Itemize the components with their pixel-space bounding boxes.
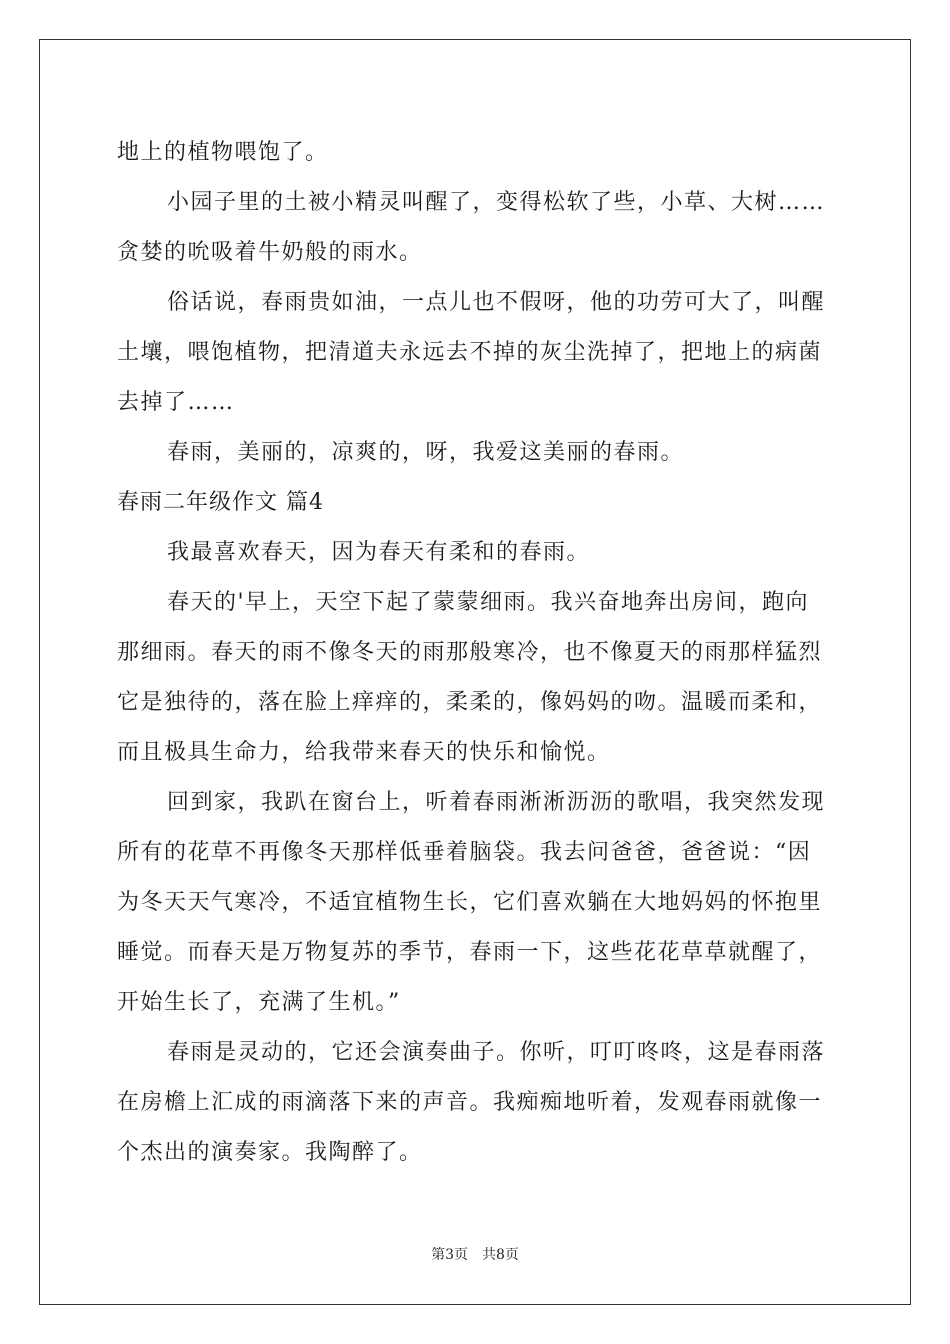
text-line: 春天的'早上，天空下起了蒙蒙细雨。我兴奋地奔出房间，跑向 [167,590,810,615]
text-line: 开始生长了，充满了生机。” [117,990,401,1015]
text-line: 贪婪的吮吸着牛奶般的雨水。 [117,240,423,265]
text-line: 它是独待的，落在脸上痒痒的，柔柔的，像妈妈的吻。温暖而柔和， [117,690,823,715]
text-line: 去掉了…… [117,390,235,415]
text-line: 我最喜欢春天，因为春天有柔和的春雨。 [167,540,591,565]
text-line: 在房檐上汇成的雨滴落下来的声音。我痴痴地听着，发观春雨就像一 [117,1090,823,1115]
text-line: 小园子里的土被小精灵叫醒了，变得松软了些，小草、大树…… [167,190,826,215]
text-line: 那细雨。春天的雨不像冬天的雨那般寒冷，也不像夏天的雨那样猛烈 [117,640,823,665]
text-line: 地上的植物喂饱了。 [117,140,329,165]
text-line: 个杰出的演奏家。我陶醉了。 [117,1140,423,1165]
text-line: 睡觉。而春天是万物复苏的季节，春雨一下，这些花花草草就醒了， [117,940,823,965]
text-line: 为冬天天气寒冷，不适宜植物生长，它们喜欢躺在大地妈妈的怀抱里 [117,890,823,915]
text-line: 春雨，美丽的，凉爽的，呀，我爱这美丽的春雨。 [167,440,685,465]
text-line: 春雨是灵动的，它还会演奏曲子。你听，叮叮咚咚，这是春雨落 [167,1040,826,1065]
page-number: 第3页 [431,1247,468,1263]
section-heading: 春雨二年级作文 篇4 [117,490,324,515]
text-line: 土壤，喂饱植物，把清道夫永远去不掉的灰尘洗掉了，把地上的病菌 [117,340,823,365]
text-line: 所有的花草不再像冬天那样低垂着脑袋。我去问爸爸，爸爸说：“因 [117,840,812,865]
text-line: 回到家，我趴在窗台上，听着春雨淅淅沥沥的歌唱，我突然发现 [167,790,826,815]
text-line: 而且极具生命力，给我带来春天的快乐和愉悦。 [117,740,611,765]
text-line: 俗话说，春雨贵如油，一点儿也不假呀，他的功劳可大了，叫醒 [167,290,826,315]
page-total: 共8页 [482,1247,519,1263]
page-footer [0,1244,950,1264]
document-body [117,128,835,1178]
